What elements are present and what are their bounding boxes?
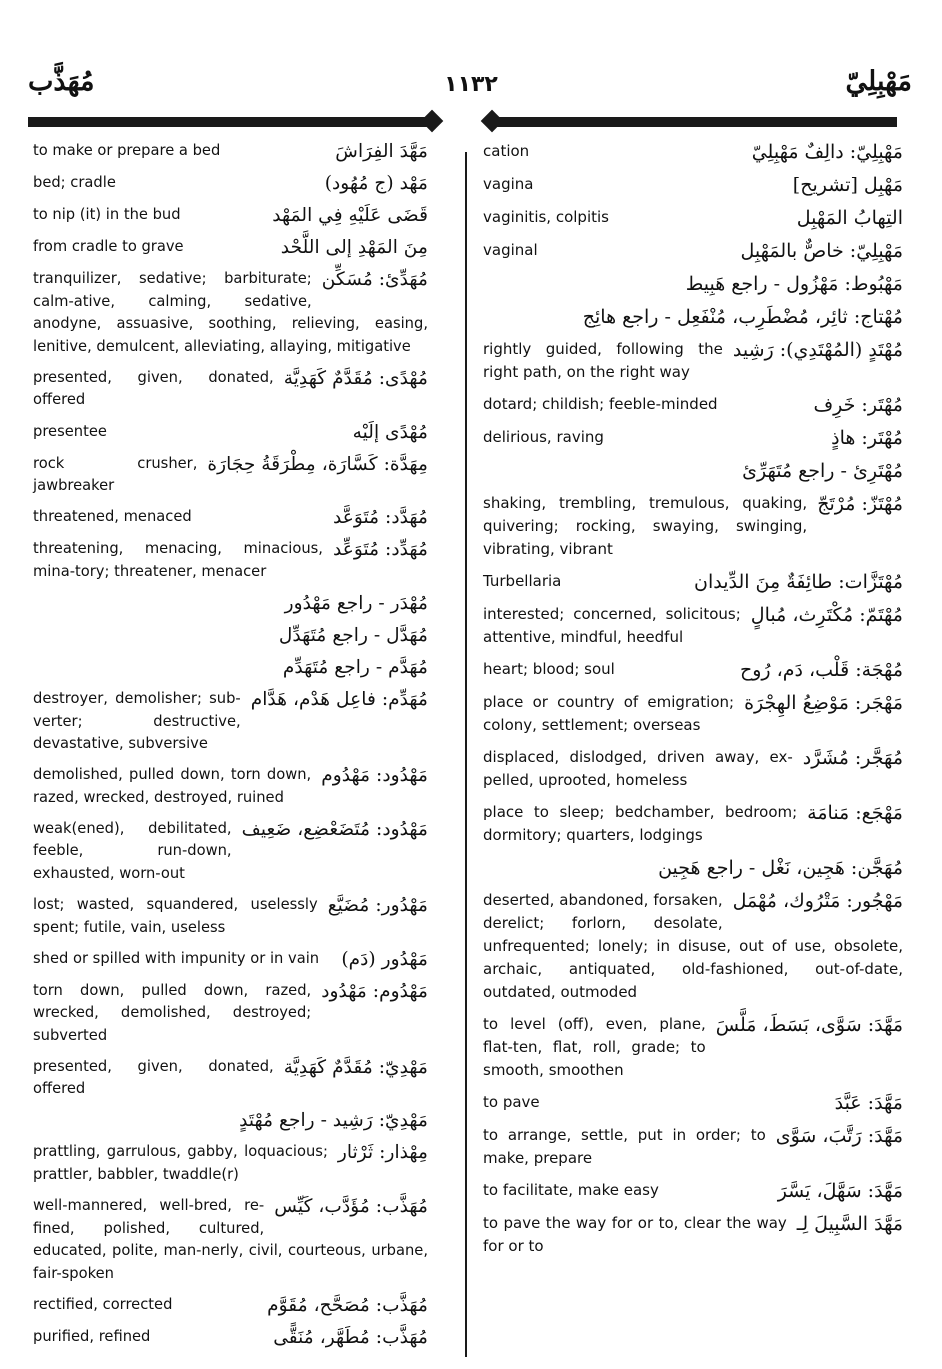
entry-definition: prattling, garrulous, gabby, loquacious; prattler, babbler, twaddle(r) [33,1143,328,1183]
header-rule-right [492,117,897,127]
header-rule-ornament-left [421,110,444,133]
entry-headword: مَهْجَر: مَوْضِعُ الهِجْرَة [744,692,903,714]
dictionary-entry [33,367,428,412]
entry-headword: مَهْدُود: مَهْدُوم [321,765,428,787]
entry-headword: مُهْتَر: هاذٍ [831,427,903,449]
entry-definition: dotard; childish; feeble-minded [483,395,718,413]
dictionary-entry [483,426,903,450]
entry-definition: vaginal [483,241,538,259]
dictionary-entry [33,980,428,1048]
dictionary-entry [33,1195,428,1285]
dictionary-entry [33,818,428,886]
entry-definition: rightly guided, following the right path, on the right way [483,340,723,381]
dictionary-entry [33,1326,428,1350]
entry-definition: heart; blood; soul [483,660,615,678]
entry-definition: cation [483,142,530,160]
entry-headword: مُهَدَّم - راجع مُتَهَدِّم [282,657,428,679]
dictionary-entry [483,492,903,561]
dictionary-entry [33,948,428,972]
dictionary-entry [483,658,903,682]
entry-headword: مُهَدَّد: مُتَوَعَّد [332,507,428,529]
entry-headword: مَهْبُوط: مَهْزُول - راجع هَبِيط [685,273,903,295]
dictionary-entry [483,603,903,649]
entry-headword: مَهْد (ج مُهُود) [324,173,428,195]
entry-definition: vaginitis, colpitis [483,208,609,226]
dictionary-entry [483,305,903,329]
entry-headword: مُهَجَّن: هَجِين، نَغْل - راجع هَجِين [658,857,903,879]
entry-definition: tranquilizer, sedative; barbiturate; calm-ative, calming, sedative, anodyne, assuasive, soothing, relieving, easing, lenitive, demulcent, alleviating, allaying, mitigative [33,270,428,355]
entry-definition: interested; concerned, solicitous; attentive, mindful, heedful [483,605,741,646]
dictionary-entry [33,656,428,680]
entry-headword: مُهْتَدٍ (المُهْتَدِي): رَشِيد [732,339,903,361]
entry-headword: التِهابُ المَهْبِل [796,207,903,229]
entry-definition: place or country of emigration; colony, settlement; overseas [483,693,735,734]
dictionary-entry [483,272,903,296]
entry-definition: vagina [483,175,534,193]
entry-headword: مَهْدُوم: مَهْدُود [321,980,428,1002]
entry-definition: to nip (it) in the bud [33,206,181,224]
entry-definition: threatened, menaced [33,508,192,526]
entry-definition: to make or prepare a bed [33,142,221,159]
dictionary-entry [33,688,428,756]
entry-definition: displaced, dislodged, driven away, ex-pelled, uprooted, homeless [483,748,793,789]
dictionary-entry [33,172,428,196]
entry-headword: مُهْدًى: مُقَدَّمٌ كَهَدِيَّة [283,367,428,389]
entry-definition: threatening, menacing, minacious, mina-tory; threatener, menacer [33,540,323,580]
entry-headword: مِهَدَّة: كَسَّارَة، مِطْرَقَةُ حِجَارَة [207,453,428,475]
left-column [33,140,428,1355]
dictionary-entry [483,1124,903,1170]
dictionary-entry [483,746,903,792]
entry-headword: مُهَدَّل - راجع مُتَهَدِّل [278,625,428,647]
entry-headword: مَهَّدَ: سَهَّلَ، يَسَّرَ [777,1180,903,1202]
dictionary-entry [483,239,903,263]
dictionary-entry [483,173,903,197]
entry-headword: مُهَجَّر: مُشَرَّد [802,747,903,769]
entry-definition: presentee [33,422,107,440]
dictionary-entry [33,204,428,228]
dictionary-entry [483,1013,903,1082]
dictionary-entry [483,691,903,737]
entry-headword: مَهَّدَ السَّبِيلَ لِـ [796,1213,903,1235]
dictionary-entry [483,1179,903,1203]
entry-definition: destroyer, demolisher; sub-verter; destructive, devastative, subversive [33,690,241,753]
dictionary-entry [33,624,428,648]
entry-headword: مَهْدُود: مُتَضَعْضِع، ضَعِيف [241,818,428,840]
entry-headword: مُهْتَزَّات: طائِفَةٌ مِنَ الدِّيدان [693,571,903,593]
entry-definition: rock crusher, jawbreaker [33,454,198,495]
dictionary-entry [33,764,428,809]
entry-definition: weak(ened), debilitated, feeble, run-down, exhausted, worn-out [33,819,232,882]
column-divider [465,152,467,1357]
entry-definition: torn down, pulled down, razed, wrecked, demolished, destroyed; subverted [33,981,312,1044]
entry-headword: مُهَدِّئ: مُسَكِّن [321,269,428,291]
entry-definition: presented, given, donated, offered [33,1057,274,1098]
entry-definition: to pave the way for or to, clear the way for or to [483,1214,787,1255]
entry-headword: مُهْجَة: قَلْب، دَم، رُوح [739,659,903,681]
entry-headword: مُهْتَرِئ - راجع مُتَهَرِّئ [742,460,903,482]
entry-headword: مَهْجُور: مَتْرُوك، مُهْمَل [732,890,903,912]
entry-definition: place to sleep; bedchamber, bedroom; dormitory; quarters, lodgings [483,803,798,844]
entry-headword: مَهْدُور: مُضَيَّع [327,895,428,916]
dictionary-entry [483,206,903,230]
entry-headword: مَهْبِلِيّ: دالِفٌ مَهْبِلِيّ [751,141,903,163]
dictionary-entry [483,338,903,384]
entry-definition: bed; cradle [33,174,116,192]
entry-headword: مَهْبِلِيّ: خاصٌّ بالمَهْبِل [740,240,903,262]
dictionary-entry [483,856,903,880]
entry-headword: مَهْبِل [تشريح] [792,174,903,196]
entry-definition: shed or spilled with impunity or in vain [33,949,320,967]
entry-definition: purified, refined [33,1327,151,1345]
dictionary-entry [33,1109,428,1133]
entry-headword: مُهَدِّم: فاعِل هَدْم، هَدَّام [250,689,428,711]
dictionary-entry [33,894,428,939]
dictionary-entry [33,592,428,616]
dictionary-entry [483,140,903,164]
entry-definition: presented, given, donated, offered [33,368,274,409]
entry-headword: مَهْجَع: مَنامَة [807,802,903,824]
entry-definition: demolished, pulled down, torn down, razed, wrecked, destroyed, ruined [33,766,312,806]
right-column [483,140,903,1355]
entry-definition: deserted, abandoned, forsaken, derelict; forlorn, desolate, unfrequented; lonely; in disuse, out of use, obsolete, archaic, antiquated, old-fashioned, out-of-date, outdated, outmoded [483,891,903,1001]
entry-definition: to arrange, settle, put in order; to make, prepare [483,1126,766,1167]
dictionary-entry [33,268,428,358]
entry-headword: مَهَّدَ الفِرَاشَ [335,141,428,162]
dictionary-entry [483,889,903,1004]
dictionary-entry [33,1056,428,1101]
dictionary-entry [33,1294,428,1318]
header-guide-word-left: مُهَذَّب [28,66,95,97]
dictionary-entry [483,1091,903,1115]
dictionary-entry [33,421,428,445]
entry-definition: to facilitate, make easy [483,1181,659,1199]
dictionary-entry [33,1141,428,1186]
entry-headword: مُهَذَّب: مُصَحَّح، مُقَوَّم [267,1294,428,1316]
entry-headword: مِنَ المَهْدِ إلى اللَّحْد [280,237,428,259]
dictionary-entry [33,538,428,583]
entry-headword: مُهْدًى إلَيْه [352,421,428,443]
dictionary-entry [483,1212,903,1258]
dictionary-entry [483,459,903,483]
dictionary-entry [483,801,903,847]
entry-headword: مُهْتَمّ: مُكْتَرِث، مُبالٍ [750,604,903,626]
dictionary-entry [33,140,428,164]
entry-headword: مَهْدِيّ: رَشِيد - راجع مُهْتَدٍ [239,1110,428,1132]
entry-definition: rectified, corrected [33,1295,173,1313]
entry-headword: مُهْتَزّ: مُرْتَجّ [817,493,903,515]
header-rule-left [28,117,428,127]
entry-headword: مَهَّدَ: عَبَّدَ [834,1092,903,1114]
dictionary-entry [483,570,903,594]
dictionary-entry [33,236,428,260]
entry-headword: مُهَدِّد: مُتَوَعِّد [332,539,428,561]
page-number: ١١٣٢ [444,72,498,97]
entry-definition: from cradle to grave [33,238,184,256]
entry-definition: to level (off), even, plane, flat-ten, flat, roll, grade; to smooth, smoothen [483,1015,706,1079]
entry-definition: shaking, trembling, tremulous, quaking, quivering; rocking, swaying, swinging, vibrating, vibrant [483,494,808,558]
entry-headword: مُهْتَر: خَرِف [813,394,903,416]
entry-headword: مَهْدِيّ: مُقَدَّمٌ كَهَدِيَّة [283,1056,428,1078]
entry-definition: to pave [483,1093,540,1111]
entry-definition: well-mannered, well-bred, re-fined, polished, cultured, educated, polite, man-nerly, civil, courteous, urbane, fair-spoken [33,1197,428,1282]
entry-headword: مَهْدُور (دَم) [341,948,428,970]
dictionary-entry [483,393,903,417]
entry-headword: مَهَّدَ: سَوَّى، بَسَطَ، مَلَّسَ [715,1014,903,1036]
header-guide-word-right: مَهْبِلِيّ [845,66,912,97]
entry-definition: lost; wasted, squandered, uselessly spent; futile, vain, useless [33,896,318,936]
dictionary-entry [33,506,428,530]
entry-headword: مَهَّدَ: رَتَّبَ، سَوَّى [775,1125,903,1147]
entry-headword: قَضَى عَلَيْهِ فِي المَهْد [272,205,428,227]
entry-headword: مُهَذَّب: مُؤَدَّب، كَيِّس [274,1196,428,1218]
entry-headword: مِهْذار: ثَرْثار [337,1142,428,1164]
entry-headword: مُهَذَّب: مُطَهَّر، مُنَقًّى [273,1326,428,1348]
entry-headword: مُهْدَر - راجع مَهْدُور [284,592,428,614]
entry-definition: Turbellaria [483,572,562,590]
dictionary-entry [33,453,428,498]
entry-definition: delirious, raving [483,428,604,446]
entry-headword: مُهْتاج: ثائِر، مُضْطَرِب، مُنْفَعِل - راجع هائِج [582,306,903,328]
